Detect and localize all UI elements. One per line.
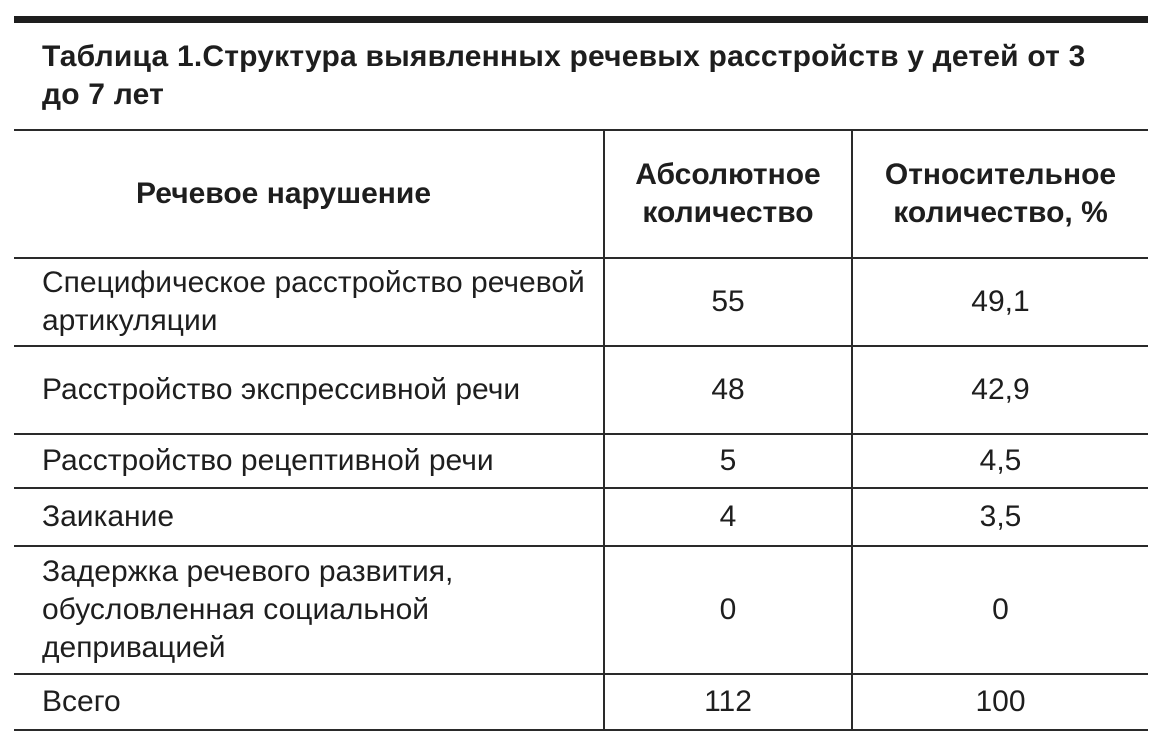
row-absolute: 0 — [604, 546, 852, 674]
row-relative: 4,5 — [852, 434, 1148, 488]
row-absolute: 55 — [604, 258, 852, 346]
row-relative: 0 — [852, 546, 1148, 674]
header-absolute-count: Абсолютное количество — [604, 130, 852, 258]
table-row — [14, 434, 1148, 488]
table-total-row — [14, 674, 1148, 730]
row-relative: 49,1 — [852, 258, 1148, 346]
table-row — [14, 546, 1148, 674]
row-relative: 100 — [852, 674, 1148, 730]
table-header-row — [14, 130, 1148, 258]
row-absolute: 4 — [604, 488, 852, 546]
row-absolute: 112 — [604, 674, 852, 730]
row-absolute: 5 — [604, 434, 852, 488]
row-name: Расстройство рецептивной речи — [14, 434, 604, 488]
row-relative: 42,9 — [852, 346, 1148, 434]
row-name: Всего — [14, 674, 604, 730]
row-relative: 3,5 — [852, 488, 1148, 546]
table-row — [14, 258, 1148, 346]
top-rule — [14, 16, 1148, 23]
row-name: Расстройство экспрессивной речи — [14, 346, 604, 434]
header-speech-disorder: Речевое нарушение — [14, 130, 604, 258]
row-name: Заикание — [14, 488, 604, 546]
row-name: Задержка речевого развития, обусловленная социальной депривацией — [14, 546, 604, 674]
row-absolute: 48 — [604, 346, 852, 434]
row-name: Специфическое расстройство речевой артикуляции — [14, 258, 604, 346]
table-caption: Таблица 1.Структура выявленных речевых расстройств у детей от 3 до 7 лет — [42, 40, 1086, 111]
table-row — [14, 346, 1148, 434]
table-row — [14, 488, 1148, 546]
speech-disorders-table — [14, 129, 1148, 731]
header-relative-count: Относительное количество, % — [852, 130, 1148, 258]
